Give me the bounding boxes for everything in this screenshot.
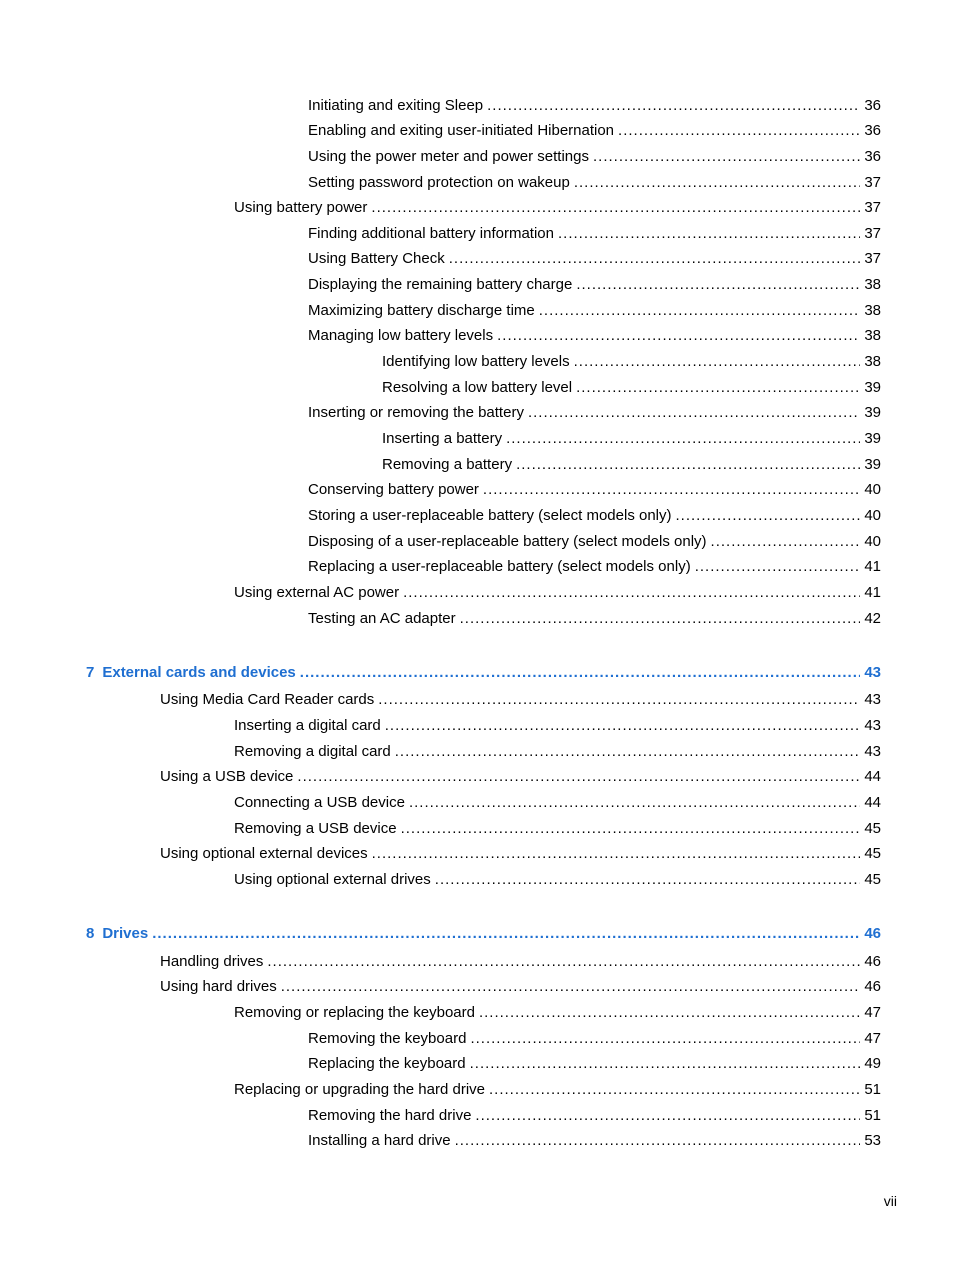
chapter-title: External cards and devices xyxy=(102,664,296,681)
toc-entry[interactable] xyxy=(308,225,881,243)
dot-leader xyxy=(409,794,860,812)
dot-leader xyxy=(479,1004,860,1022)
toc-entry[interactable] xyxy=(308,1030,881,1048)
toc-entry[interactable] xyxy=(160,845,881,863)
toc-entry-title: Conserving battery power xyxy=(308,481,479,498)
dot-leader xyxy=(281,978,861,996)
toc-entry-page: 45 xyxy=(864,845,881,862)
chapter-number: 8 xyxy=(86,925,95,942)
dot-leader xyxy=(371,199,860,217)
toc-entry-page: 44 xyxy=(864,768,881,785)
toc-entry-title: Using battery power xyxy=(234,199,368,216)
dot-leader xyxy=(516,456,860,474)
toc-entry-page: 40 xyxy=(864,533,881,550)
toc-entry-title: Managing low battery levels xyxy=(308,327,494,344)
dot-leader xyxy=(435,871,861,889)
dot-leader xyxy=(470,1030,860,1048)
dot-leader xyxy=(487,97,860,115)
toc-entry-title: Removing the hard drive xyxy=(308,1107,472,1124)
toc-entry-title: Using Media Card Reader cards xyxy=(160,691,375,708)
dot-leader xyxy=(372,845,861,863)
toc-entry[interactable] xyxy=(382,379,881,397)
toc-entry-title: Setting password protection on wakeup xyxy=(308,174,570,191)
toc-entry[interactable] xyxy=(234,584,881,602)
toc-entry[interactable] xyxy=(308,250,881,268)
dot-leader xyxy=(676,507,861,525)
toc-entry-title: Using optional external devices xyxy=(160,845,368,862)
toc-entry-title: Disposing of a user-replaceable battery (select models only) xyxy=(308,533,707,550)
toc-entry-title: Removing a digital card xyxy=(234,743,391,760)
dot-leader xyxy=(489,1081,860,1099)
dot-leader xyxy=(300,664,861,682)
chapter-title: Drives xyxy=(102,925,149,942)
toc-chapter-title xyxy=(86,664,296,682)
toc-entry[interactable] xyxy=(234,1081,881,1099)
toc-entry-title: Removing a battery xyxy=(382,456,513,473)
toc-entry-title: Inserting a battery xyxy=(382,430,503,447)
toc-entry-page: 46 xyxy=(864,978,881,995)
toc-entry[interactable] xyxy=(308,481,881,499)
toc-entry-title: Removing the keyboard xyxy=(308,1030,467,1047)
toc-entry[interactable] xyxy=(308,610,881,628)
toc-entry[interactable] xyxy=(308,1107,881,1125)
toc-entry-page: 53 xyxy=(864,1132,881,1149)
toc-entry-page: 51 xyxy=(864,1107,881,1124)
toc-entry-title: Connecting a USB device xyxy=(234,794,405,811)
toc-entry-page: 45 xyxy=(864,820,881,837)
toc-entry-page: 46 xyxy=(864,953,881,970)
toc-entry-page: 43 xyxy=(864,743,881,760)
toc-entry-page: 38 xyxy=(864,327,881,344)
toc-entry-title: Maximizing battery discharge time xyxy=(308,302,535,319)
toc-entry-page: 45 xyxy=(864,871,881,888)
toc-entry-title: Using the power meter and power settings xyxy=(308,148,589,165)
toc-entry-page: 43 xyxy=(864,691,881,708)
toc-entry-page: 39 xyxy=(864,456,881,473)
toc-entry-title: Initiating and exiting Sleep xyxy=(308,97,484,114)
toc-entry-page: 41 xyxy=(864,558,881,575)
toc-entry[interactable] xyxy=(234,199,881,217)
toc-entry-title: Replacing the keyboard xyxy=(308,1055,466,1072)
toc-entry-title: Removing a USB device xyxy=(234,820,397,837)
dot-leader xyxy=(711,533,861,551)
dot-leader xyxy=(574,174,860,192)
dot-leader xyxy=(385,717,861,735)
dot-leader xyxy=(267,953,860,971)
toc-entry[interactable] xyxy=(308,1132,881,1150)
toc-entry[interactable] xyxy=(382,456,881,474)
toc-entry-page: 37 xyxy=(864,199,881,216)
toc-entry[interactable] xyxy=(308,174,881,192)
toc-entry-title: Inserting or removing the battery xyxy=(308,404,524,421)
page-number: vii xyxy=(883,1193,897,1209)
toc-entry-page: 36 xyxy=(864,122,881,139)
toc-entry-title: Enabling and exiting user-initiated Hibernation xyxy=(308,122,615,139)
dot-leader xyxy=(539,302,861,320)
toc-entry[interactable] xyxy=(234,717,881,735)
toc-entry-title: Identifying low battery levels xyxy=(382,353,570,370)
toc-entry[interactable] xyxy=(308,148,881,166)
toc-entry-page: 41 xyxy=(864,584,881,601)
toc-entry[interactable] xyxy=(382,353,881,371)
toc-entry-title: Installing a hard drive xyxy=(308,1132,451,1149)
toc-entry-page: 44 xyxy=(864,794,881,811)
toc-entry-page: 40 xyxy=(864,481,881,498)
dot-leader xyxy=(558,225,860,243)
toc-entry-title: Using hard drives xyxy=(160,978,277,995)
dot-leader xyxy=(618,122,860,140)
toc-entry-title: Resolving a low battery level xyxy=(382,379,573,396)
toc-entry-title: Displaying the remaining battery charge xyxy=(308,276,573,293)
toc-entry-title: Inserting a digital card xyxy=(234,717,381,734)
dot-leader xyxy=(470,1055,861,1073)
dot-leader xyxy=(576,379,860,397)
toc-entry-page: 38 xyxy=(864,353,881,370)
dot-leader xyxy=(297,768,860,786)
dot-leader xyxy=(455,1132,861,1150)
toc-entry-page: 37 xyxy=(864,250,881,267)
dot-leader xyxy=(483,481,860,499)
toc-entry[interactable] xyxy=(160,953,881,971)
toc-chapter-title xyxy=(86,925,148,943)
toc-entry-page: 47 xyxy=(864,1004,881,1021)
toc-entry[interactable] xyxy=(308,122,881,140)
toc-entry[interactable] xyxy=(308,302,881,320)
chapter-number: 7 xyxy=(86,664,95,681)
dot-leader xyxy=(403,584,860,602)
toc-entry[interactable] xyxy=(308,558,881,576)
dot-leader xyxy=(378,691,860,709)
toc-entry-page: 38 xyxy=(864,302,881,319)
dot-leader xyxy=(593,148,860,166)
toc-entry[interactable] xyxy=(308,97,881,115)
toc-entry-page: 39 xyxy=(864,404,881,421)
toc-entry-title: Replacing a user-replaceable battery (select models only) xyxy=(308,558,691,575)
toc-entry[interactable] xyxy=(308,1055,881,1073)
toc-entry-page: 38 xyxy=(864,276,881,293)
toc-entry-page: 46 xyxy=(864,925,881,942)
dot-leader xyxy=(576,276,860,294)
toc-entry-page: 51 xyxy=(864,1081,881,1098)
toc-entry[interactable] xyxy=(382,430,881,448)
dot-leader xyxy=(449,250,861,268)
toc-entry-page: 49 xyxy=(864,1055,881,1072)
toc-entry-page: 37 xyxy=(864,174,881,191)
toc-entry[interactable] xyxy=(234,820,881,838)
toc-entry[interactable] xyxy=(234,794,881,812)
toc-entry-title: Replacing or upgrading the hard drive xyxy=(234,1081,485,1098)
dot-leader xyxy=(695,558,861,576)
toc-entry[interactable] xyxy=(234,871,881,889)
toc-entry-page: 37 xyxy=(864,225,881,242)
toc-entry-title: Using optional external drives xyxy=(234,871,431,888)
toc-chapter-entry[interactable] xyxy=(86,664,881,682)
dot-leader xyxy=(152,925,860,943)
dot-leader xyxy=(395,743,861,761)
toc-entry[interactable] xyxy=(160,978,881,996)
dot-leader xyxy=(506,430,860,448)
toc-entry-page: 42 xyxy=(864,610,881,627)
toc-entry-page: 36 xyxy=(864,148,881,165)
toc-entry-page: 39 xyxy=(864,430,881,447)
dot-leader xyxy=(460,610,861,628)
toc-entry[interactable] xyxy=(308,533,881,551)
dot-leader xyxy=(401,820,861,838)
toc-entry-title: Storing a user-replaceable battery (select models only) xyxy=(308,507,672,524)
toc-entry-page: 40 xyxy=(864,507,881,524)
toc-entry-page: 47 xyxy=(864,1030,881,1047)
toc-entry[interactable] xyxy=(234,1004,881,1022)
toc-entry-page: 43 xyxy=(864,717,881,734)
toc-entry[interactable] xyxy=(160,691,881,709)
toc-entry[interactable] xyxy=(308,327,881,345)
toc-entry[interactable] xyxy=(308,276,881,294)
toc-chapter-entry[interactable] xyxy=(86,925,881,943)
toc-entry-title: Using a USB device xyxy=(160,768,294,785)
toc-entry-title: Using Battery Check xyxy=(308,250,445,267)
toc-entry-title: Finding additional battery information xyxy=(308,225,554,242)
toc-entry[interactable] xyxy=(234,743,881,761)
dot-leader xyxy=(475,1107,860,1125)
toc-entry-page: 39 xyxy=(864,379,881,396)
toc-entry-page: 36 xyxy=(864,97,881,114)
dot-leader xyxy=(497,327,860,345)
toc-entry-title: Testing an AC adapter xyxy=(308,610,456,627)
toc-entry-title: Handling drives xyxy=(160,953,264,970)
toc-entry-title: Removing or replacing the keyboard xyxy=(234,1004,475,1021)
toc-entry[interactable] xyxy=(160,768,881,786)
toc-entry[interactable] xyxy=(308,507,881,525)
dot-leader xyxy=(528,404,860,422)
toc-entry-page: 43 xyxy=(864,664,881,681)
toc-entry[interactable] xyxy=(308,404,881,422)
dot-leader xyxy=(574,353,861,371)
toc-entry-title: Using external AC power xyxy=(234,584,400,601)
